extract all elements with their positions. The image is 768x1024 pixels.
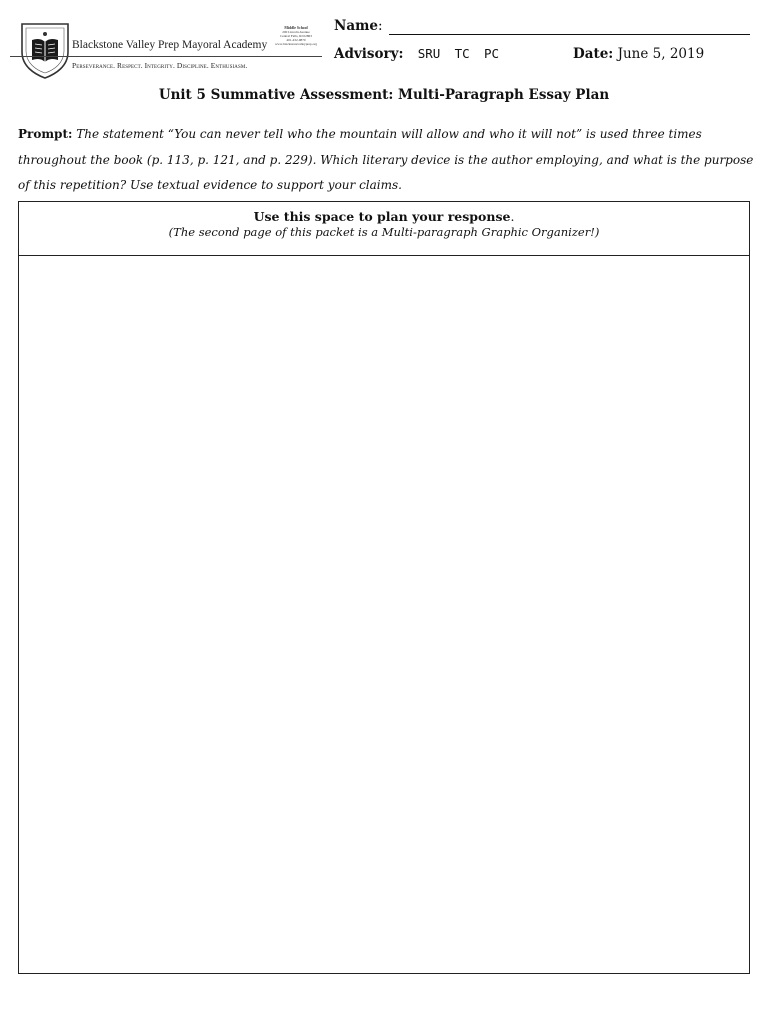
name-input-line[interactable] (389, 34, 750, 35)
school-contact-line: 200 Lincoln Avenue (282, 30, 310, 34)
school-contact-line: 401-432-9870 (286, 38, 306, 42)
planning-box-header (19, 202, 749, 256)
advisory-option-tc[interactable]: TC (454, 46, 470, 61)
school-values: Perseverance. Respect. Integrity. Discipline. Enthusiasm. (72, 61, 248, 70)
date-label: Date: (573, 46, 614, 62)
school-contact-line: Middle School (284, 26, 308, 30)
planning-box (18, 201, 750, 974)
prompt-label: Prompt: (18, 127, 73, 141)
advisory-option-sru[interactable]: SRU (417, 46, 441, 61)
date-row (573, 46, 704, 62)
date-value: June 5, 2019 (617, 46, 705, 62)
planning-box-heading (19, 209, 749, 224)
school-logo-block (10, 16, 322, 84)
planning-writing-area[interactable] (19, 256, 749, 973)
school-crest-icon (18, 18, 72, 80)
prompt-text: The statement “You can never tell who the mountain will allow and who it will not” is used three times throughout the book (p. 113, p. 121, and p. 229). Which literary device is the author employing, and what is the purpose of this repetition? Use textual evidence to support your claims. (18, 127, 754, 192)
name-label: Name (334, 18, 378, 34)
school-contact-info (272, 26, 320, 46)
advisory-option-pc[interactable]: PC (483, 46, 500, 61)
school-contact-line: Central Falls, RI 02863 (280, 34, 312, 38)
planning-box-heading-period: . (510, 209, 515, 224)
advisory-label: Advisory: (334, 46, 404, 62)
name-colon: : (377, 18, 383, 34)
prompt-paragraph (18, 122, 754, 199)
logo-divider (10, 56, 322, 57)
page-title: Unit 5 Summative Assessment: Multi-Paragraph Essay Plan (158, 87, 610, 103)
planning-box-heading-text: Use this space to plan your response (253, 209, 511, 224)
advisory-row (334, 46, 499, 62)
name-field-label-row (334, 18, 383, 34)
academy-name: Blackstone Valley Prep Mayoral Academy (72, 39, 268, 51)
planning-box-note: (The second page of this packet is a Multi-paragraph Graphic Organizer!) (168, 225, 600, 239)
school-contact-line: www.blackstonevalleyprep.org (274, 42, 318, 46)
